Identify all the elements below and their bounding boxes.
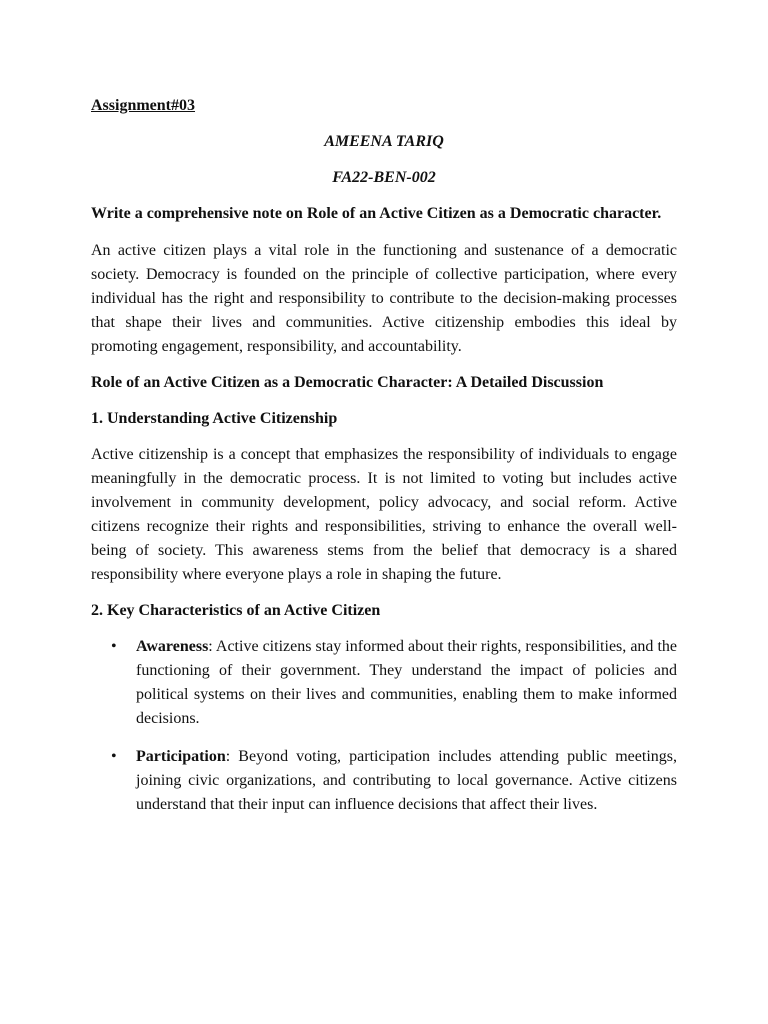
list-item-text: : Active citizens stay informed about their rights, responsibilities, and the functioning of their government. They understand the impact of policies and political systems on their lives and communities, enabling them to make informed decisions. (136, 638, 677, 727)
list-item-term: Participation (136, 748, 226, 765)
discussion-title: Role of an Active Citizen as a Democratic Character: A Detailed Discussion (91, 374, 604, 391)
section1-paragraph: Active citizenship is a concept that emphasizes the responsibility of individuals to engage meaningfully in the democratic process. It is not limited to voting but includes active involvement in community development, policy advocacy, and social reform. Active citizens recognize their rights and responsibilities, striving to enhance the overall well-being of society. This awareness stems from the belief that democracy is a shared responsibility where everyone plays a role in shaping the future. (91, 446, 677, 583)
section1-heading: 1. Understanding Active Citizenship (91, 410, 338, 427)
bullet-icon: • (111, 748, 117, 765)
roll-number: FA22-BEN-002 (332, 169, 436, 186)
list-item-term: Awareness (136, 638, 209, 655)
list-item (91, 745, 677, 817)
section2-heading: 2. Key Characteristics of an Active Citizen (91, 602, 381, 619)
bullet-icon: • (111, 638, 117, 655)
characteristics-list (91, 635, 677, 817)
list-item-text: : Beyond voting, participation includes attending public meetings, joining civic organizations, and contributing to local governance. Active citizens understand that their input can influence decisions that affect their lives. (136, 748, 677, 813)
intro-paragraph: An active citizen plays a vital role in the functioning and sustenance of a democratic society. Democracy is founded on the principle of collective participation, where every individual has the right and responsibility to contribute to the decision-making processes that shape their lives and communities. Active citizenship embodies this ideal by promoting engagement, responsibility, and accountability. (91, 242, 677, 355)
document-page (91, 94, 677, 831)
list-item (91, 635, 677, 731)
assignment-label: Assignment#03 (91, 97, 196, 114)
assignment-prompt: Write a comprehensive note on Role of an Active Citizen as a Democratic character. (91, 205, 662, 222)
author-name: AMEENA TARIQ (324, 133, 444, 150)
